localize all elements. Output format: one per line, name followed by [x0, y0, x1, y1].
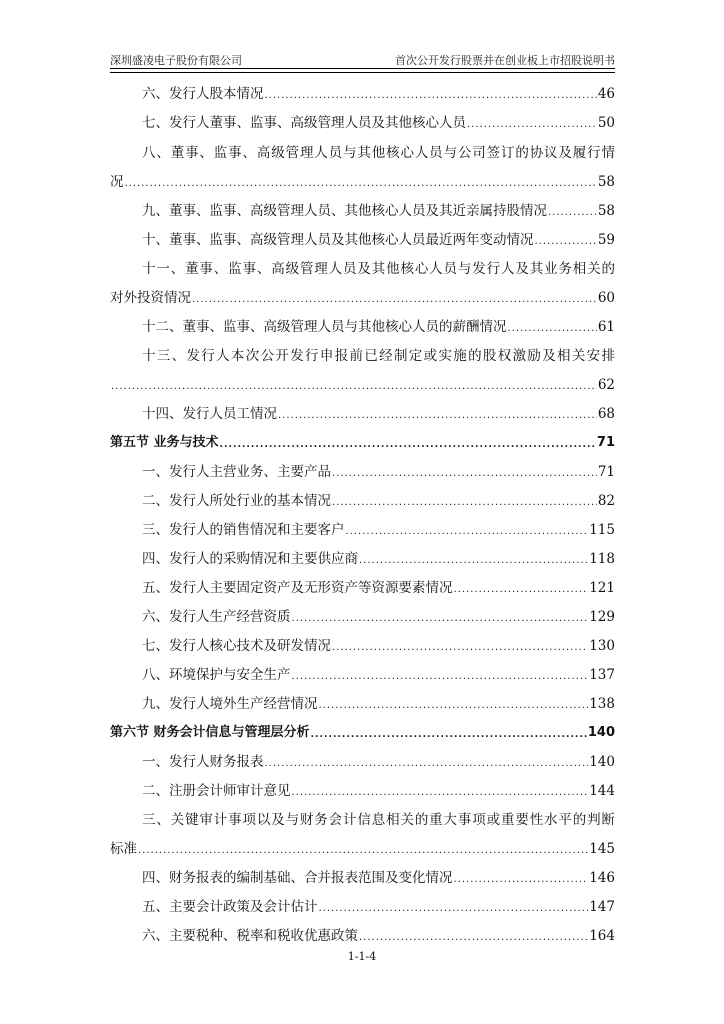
toc-entry-title: 二、注册会计师审计意见: [142, 783, 291, 799]
toc-leader: [292, 785, 589, 801]
toc-entry-title: 六、主要税种、税率和税收优惠政策: [142, 928, 358, 944]
toc-leader: [220, 437, 596, 453]
toc-entry[interactable]: [110, 549, 615, 569]
toc-entry-page: 50: [597, 115, 615, 131]
toc-entry-page: 58: [597, 203, 615, 219]
toc-leader: [346, 524, 589, 540]
toc-leader: [319, 698, 589, 714]
toc-entry-title: 五、发行人主要固定资产及无形资产等资源要素情况: [142, 580, 453, 596]
toc-entry-title: 九、发行人境外生产经营情况: [142, 696, 318, 712]
toc-entry[interactable]: [110, 868, 615, 888]
toc-leader: [125, 176, 597, 192]
toc-entry[interactable]: [110, 491, 615, 511]
toc-entry-title-line2: 况: [110, 174, 124, 190]
toc-entry[interactable]: [110, 636, 615, 656]
toc-entry-page: 147: [589, 899, 615, 915]
toc-entry-title: 一、发行人财务报表: [142, 754, 264, 770]
toc-leader: [548, 205, 597, 221]
toc-entry-title-line1[interactable]: 八、董事、监事、高级管理人员与其他核心人员与公司签订的协议及履行情: [142, 145, 615, 161]
toc-entry-page: 68: [597, 406, 615, 422]
toc-entry-title-line2: 对外投资情况: [110, 290, 191, 306]
toc-entry-page: 46: [597, 86, 615, 102]
toc-leader: [508, 321, 597, 337]
toc-leader: [278, 408, 597, 424]
toc-entry[interactable]: [110, 578, 615, 598]
toc-entry-page: 130: [589, 638, 615, 654]
toc-entry-page: 140: [589, 754, 615, 770]
toc-entry-page: 129: [589, 609, 615, 625]
toc-entry[interactable]: [110, 694, 615, 714]
toc-leader: [319, 901, 589, 917]
toc-leader: [454, 582, 589, 598]
toc-entry[interactable]: [110, 665, 615, 685]
toc-entry-page: 82: [597, 493, 615, 509]
toc-leader: [535, 234, 597, 250]
toc-entry-title: 十四、发行人员工情况: [142, 406, 277, 422]
toc-entry[interactable]: [110, 462, 615, 482]
toc-entry-page: 118: [589, 551, 615, 567]
toc-entry-title: 四、财务报表的编制基础、合并报表范围及变化情况: [142, 870, 453, 886]
toc-entry-page: 164: [589, 928, 615, 944]
toc-entry-title-line2: 标准: [110, 841, 137, 857]
toc-entry[interactable]: [110, 897, 615, 917]
toc-entry-title: 十二、董事、监事、高级管理人员与其他核心人员的薪酬情况: [142, 319, 507, 335]
toc-entry-title: 五、主要会计政策及会计估计: [142, 899, 318, 915]
toc-entry[interactable]: [110, 288, 615, 308]
toc-leader: [265, 756, 589, 772]
toc-leader: [265, 88, 597, 104]
toc-entry-title: 八、环境保护与安全生产: [142, 667, 291, 683]
toc-entry[interactable]: [110, 201, 615, 221]
toc-entry-title: 一、发行人主营业务、主要产品: [142, 464, 331, 480]
toc-leader: [111, 379, 597, 395]
toc-entry[interactable]: [110, 781, 615, 801]
toc-entry-page: 145: [589, 841, 615, 857]
toc-entry-page: 144: [589, 783, 615, 799]
toc-entry-page: 59: [597, 232, 615, 248]
toc-entry-page: 62: [597, 377, 615, 393]
toc-entry-page: 71: [596, 435, 615, 450]
toc-section-title: 第五节 业务与技术: [110, 435, 219, 450]
header-company-name: 深圳盛凌电子股份有限公司: [110, 54, 242, 67]
toc-entry-page: 146: [589, 870, 615, 886]
toc-leader: [454, 872, 589, 888]
toc-entry[interactable]: [110, 607, 615, 627]
toc-leader: [292, 669, 589, 685]
toc-entry-title: 六、发行人股本情况: [142, 86, 264, 102]
toc-entry-page: 58: [597, 174, 615, 190]
toc-entry[interactable]: [110, 172, 615, 192]
toc-entry-title: 七、发行人核心技术及研发情况: [142, 638, 331, 654]
toc-entry[interactable]: [110, 375, 615, 395]
toc-entry-page: 61: [597, 319, 615, 335]
toc-section-entry[interactable]: [110, 723, 615, 743]
toc-entry-title: 六、发行人生产经营资质: [142, 609, 291, 625]
toc-entry-page: 137: [589, 667, 615, 683]
toc-entry[interactable]: [110, 230, 615, 250]
toc-leader: [332, 495, 597, 511]
toc-entry[interactable]: [110, 317, 615, 337]
toc-entry-title: 二、发行人所处行业的基本情况: [142, 493, 331, 509]
toc-entry-title: 四、发行人的采购情况和主要供应商: [142, 551, 358, 567]
toc-entry-title: 十、董事、监事、高级管理人员及其他核心人员最近两年变动情况: [142, 232, 534, 248]
toc-entry[interactable]: [110, 84, 615, 104]
toc-leader: [332, 640, 588, 656]
toc-entry-page: 71: [597, 464, 615, 480]
page-number: 1-1-4: [347, 950, 377, 963]
toc-entry-page: 115: [589, 522, 615, 538]
toc-entry[interactable]: [110, 113, 615, 133]
header-document-title: 首次公开发行股票并在创业板上市招股说明书: [395, 54, 615, 67]
toc-leader: [311, 727, 587, 743]
toc-entry-page: 121: [589, 580, 615, 596]
toc-entry-page: 60: [597, 290, 615, 306]
toc-entry[interactable]: [110, 926, 615, 946]
toc-entry[interactable]: [110, 752, 615, 772]
toc-leader: [292, 611, 589, 627]
toc-entry-title-line1[interactable]: 三、关键审计事项以及与财务会计信息相关的重大事项或重要性水平的判断: [142, 812, 615, 828]
toc-entry[interactable]: [110, 520, 615, 540]
header-rule: [110, 72, 615, 73]
page-header: [110, 50, 615, 69]
toc-leader: [467, 117, 597, 133]
toc-entry-title: 三、发行人的销售情况和主要客户: [142, 522, 345, 538]
toc-leader: [332, 466, 597, 482]
toc-entry[interactable]: [110, 404, 615, 424]
toc-section-title: 第六节 财务会计信息与管理层分析: [110, 725, 310, 740]
toc-leader: [359, 553, 588, 569]
toc-entry[interactable]: [110, 839, 615, 859]
toc-entry-title-line1[interactable]: 十三、发行人本次公开发行申报前已经制定或实施的股权激励及相关安排: [142, 348, 615, 364]
toc-entry-title: 九、董事、监事、高级管理人员、其他核心人员及其近亲属持股情况: [142, 203, 547, 219]
toc-leader: [359, 930, 588, 946]
toc-section-entry[interactable]: [110, 433, 615, 453]
toc-entry-page: 138: [589, 696, 615, 712]
toc-entry-title-line1[interactable]: 十一、董事、监事、高级管理人员及其他核心人员与发行人及其业务相关的: [142, 261, 615, 277]
toc-entry-page: 140: [587, 725, 615, 740]
toc-leader: [138, 843, 588, 859]
toc-leader: [192, 292, 597, 308]
toc-entry-title: 七、发行人董事、监事、高级管理人员及其他核心人员: [142, 115, 466, 131]
